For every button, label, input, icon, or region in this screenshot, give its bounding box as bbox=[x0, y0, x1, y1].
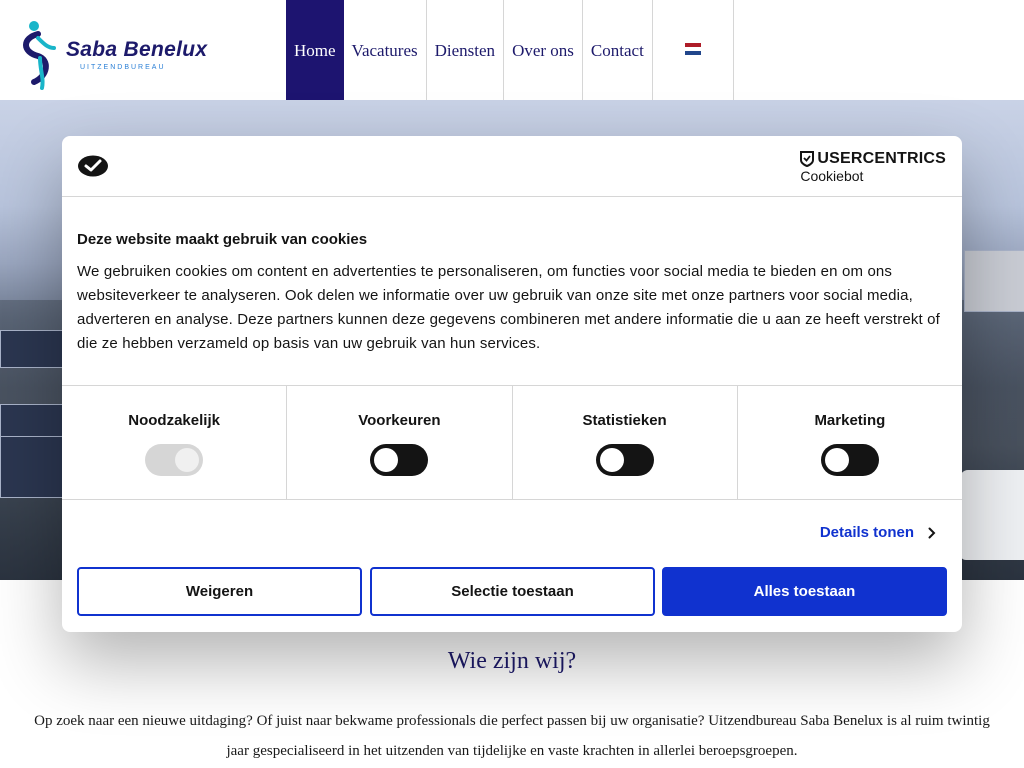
usercentrics-shield-icon bbox=[800, 151, 814, 167]
white-van bbox=[960, 470, 1024, 560]
nav-item-vacatures[interactable]: Vacatures bbox=[344, 0, 427, 100]
intro-text: Op zoek naar een nieuwe uitdaging? Of juist naar bekwame professionals die perfect passen bij uw organisatie? Uitzendbureau Saba Benelux is al ruim twintig jaar gespecialiseerd in het uitzenden van tijdelijke en vaste krachten in allerlei beroepsgroepen. bbox=[34, 713, 990, 759]
provider-name: USERCENTRICS bbox=[817, 150, 946, 167]
deny-button[interactable]: Weigeren bbox=[77, 567, 362, 616]
dialog-heading: Deze website maakt gebruik van cookies bbox=[77, 231, 368, 248]
details-toggle-link[interactable] bbox=[820, 524, 936, 541]
toggle-knob bbox=[825, 448, 849, 472]
site-header bbox=[0, 0, 1024, 100]
site-logo[interactable] bbox=[14, 18, 208, 90]
dialog-header bbox=[62, 136, 962, 197]
cargo-container bbox=[0, 436, 66, 498]
dialog-body-text: We gebruiken cookies om content en advertenties te personaliseren, om functies voor social media te bieden en om ons websiteverkeer te analyseren. Ook delen we informatie over uw gebruik van onze site met onze partners voor social media, adverteren en analyse. Deze partners kunnen deze gegevens combineren met andere informatie die u aan ze heeft verstrekt of die ze hebben verzameld op basis van uw gebruik van hun services. bbox=[77, 263, 940, 352]
logo-tagline: UITZENDBUREAU bbox=[80, 64, 166, 71]
marketing-toggle[interactable] bbox=[821, 444, 879, 476]
section-title: Wie zijn wij? bbox=[447, 648, 577, 674]
nav-item-over-ons[interactable]: Over ons bbox=[504, 0, 583, 100]
category-label: Statistieken bbox=[582, 412, 667, 429]
allow-all-button[interactable]: Alles toestaan bbox=[662, 567, 947, 616]
usercentrics-brand bbox=[800, 150, 946, 184]
category-marketing bbox=[738, 386, 962, 499]
allow-selection-button[interactable]: Selectie toestaan bbox=[370, 567, 655, 616]
category-label: Voorkeuren bbox=[358, 412, 441, 429]
category-preferences bbox=[287, 386, 512, 499]
toggle-knob bbox=[600, 448, 624, 472]
language-switch[interactable] bbox=[653, 0, 734, 100]
provider-product: Cookiebot bbox=[800, 168, 864, 184]
netherlands-flag-icon bbox=[685, 43, 701, 55]
cookie-consent-dialog bbox=[62, 136, 962, 632]
category-statistics bbox=[513, 386, 738, 499]
details-label: Details tonen bbox=[819, 524, 914, 541]
nav-item-home[interactable]: Home bbox=[286, 0, 344, 100]
nav-item-diensten[interactable]: Diensten bbox=[427, 0, 504, 100]
category-label: Noodzakelijk bbox=[128, 412, 220, 429]
runner-figure-icon bbox=[14, 18, 64, 90]
toggle-knob bbox=[175, 448, 199, 472]
logo-name: Saba Benelux bbox=[66, 38, 208, 61]
statistics-toggle[interactable] bbox=[596, 444, 654, 476]
category-label: Marketing bbox=[814, 412, 886, 429]
necessary-toggle bbox=[145, 444, 203, 476]
chevron-right-icon bbox=[928, 527, 936, 539]
category-necessary bbox=[62, 386, 287, 499]
cargo-container bbox=[964, 250, 1024, 312]
cookiebot-logo-icon bbox=[77, 154, 109, 178]
preferences-toggle[interactable] bbox=[370, 444, 428, 476]
main-nav bbox=[286, 0, 734, 100]
nav-item-contact[interactable]: Contact bbox=[583, 0, 653, 100]
toggle-knob bbox=[374, 448, 398, 472]
consent-categories bbox=[62, 385, 962, 500]
